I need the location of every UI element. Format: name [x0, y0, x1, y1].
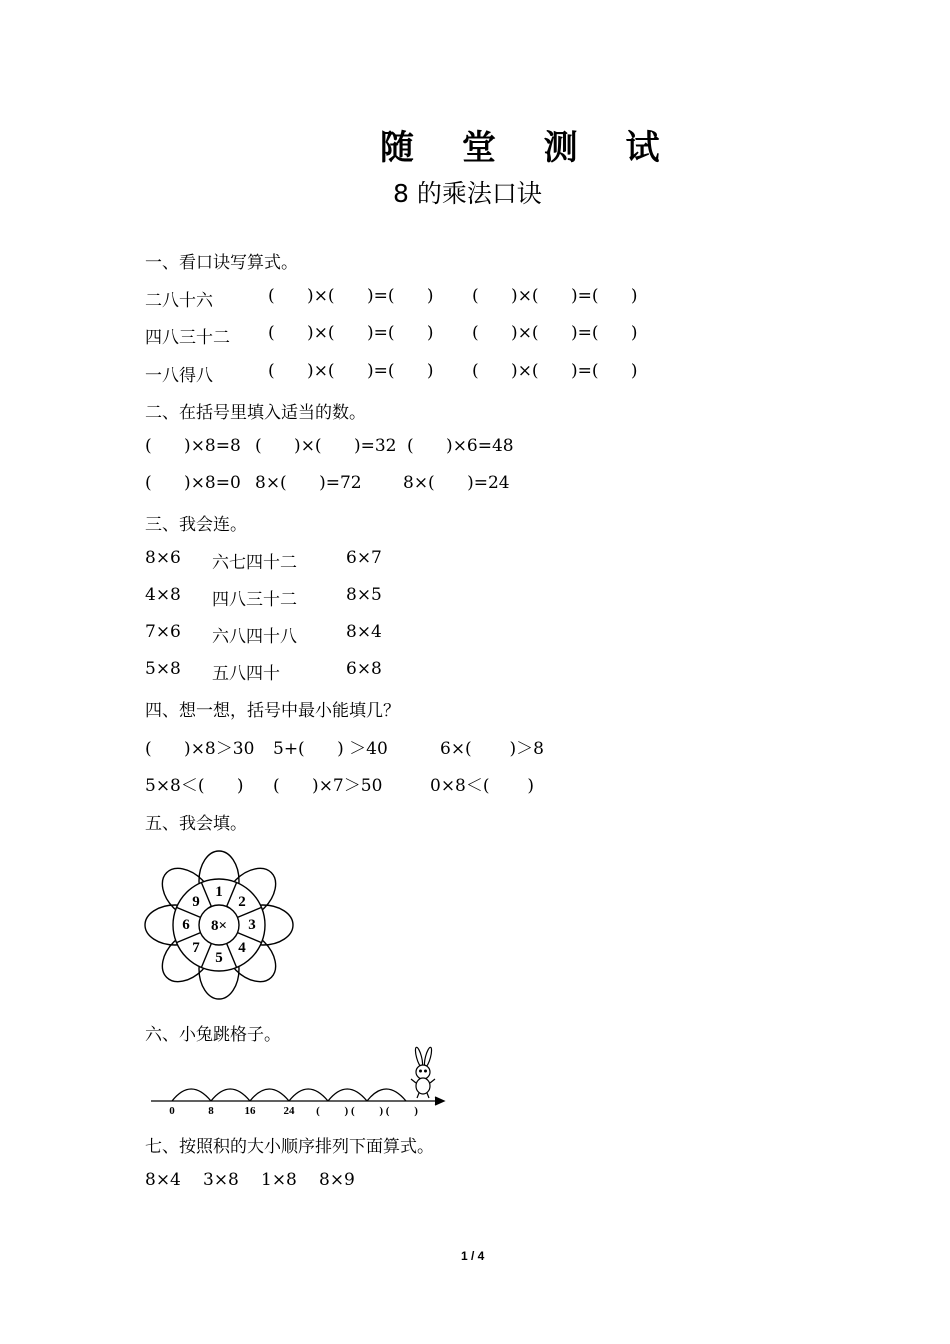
s3-middle-2: 四八三十二 — [212, 590, 297, 610]
page-number: 1 / 4 — [461, 1249, 485, 1263]
s2-row-1-item-2: ( )×( )=32 — [255, 436, 397, 456]
s1-row-3-label: 一八得八 — [145, 366, 213, 386]
page-title: 随 堂 测 试 — [380, 128, 678, 168]
section-2-heading: 二、在括号里填入适当的数。 — [145, 403, 366, 423]
tick-label-0: 0 — [169, 1105, 175, 1117]
s1-row-2-blank-b: ( )×( )=( ) — [472, 323, 638, 343]
s1-row-2-blank-a: ( )×( )=( ) — [268, 323, 434, 343]
s4-row-2-item-3: 0×8＜( ) — [430, 776, 534, 796]
section-7-heading: 七、按照积的大小顺序排列下面算式。 — [145, 1137, 434, 1157]
s1-row-3-blank-b: ( )×( )=( ) — [472, 361, 638, 381]
s7-item-3: 1×8 — [261, 1170, 297, 1190]
tick-blanks: ( ) ( ) ( ) — [316, 1105, 418, 1117]
jump-arc — [289, 1089, 328, 1101]
s3-right-1: 6×7 — [346, 548, 382, 568]
page-subtitle: 8 的乘法口诀 — [393, 179, 542, 208]
s2-row-2-item-3: 8×( )=24 — [403, 473, 510, 493]
s4-row-1-item-2: 5+( ) ＞40 — [273, 739, 388, 759]
s3-right-3: 8×4 — [346, 622, 382, 642]
section-5-heading: 五、我会填。 — [145, 814, 247, 834]
jump-arc — [250, 1089, 289, 1101]
s7-item-1: 8×4 — [145, 1170, 181, 1190]
jump-arc — [211, 1089, 250, 1101]
rabbit-icon — [411, 1047, 435, 1098]
s3-middle-1: 六七四十二 — [212, 553, 297, 573]
section-3-heading: 三、我会连。 — [145, 515, 247, 535]
s1-row-1-blank-b: ( )×( )=( ) — [472, 286, 638, 306]
jump-arc — [367, 1089, 406, 1101]
flower-number-3: 3 — [248, 917, 256, 933]
tick-label-8: 8 — [208, 1105, 214, 1117]
s7-item-4: 8×9 — [319, 1170, 355, 1190]
flower-number-5: 5 — [215, 950, 223, 966]
s4-row-2-item-1: 5×8＜( ) — [145, 776, 244, 796]
s2-row-2-item-2: 8×( )=72 — [255, 473, 362, 493]
s3-middle-3: 六八四十八 — [212, 627, 297, 647]
section-4-heading: 四、想一想，括号中最小能填几？ — [145, 701, 400, 721]
s3-right-4: 6×8 — [346, 659, 382, 679]
s2-row-1-item-1: ( )×8=8 — [145, 436, 241, 456]
tick-label-24: 24 — [283, 1105, 295, 1117]
tick-label-16: 16 — [244, 1105, 256, 1117]
s3-left-3: 7×6 — [145, 622, 181, 642]
s1-row-3-blank-a: ( )×( )=( ) — [268, 361, 434, 381]
s1-row-2-label: 四八三十二 — [145, 328, 230, 348]
s2-row-1-item-3: ( )×6=48 — [407, 436, 514, 456]
s1-row-1-blank-a: ( )×( )=( ) — [268, 286, 434, 306]
s3-middle-4: 五八四十 — [212, 664, 280, 684]
s4-row-2-item-2: ( )×7＞50 — [273, 776, 383, 796]
s3-left-2: 4×8 — [145, 585, 181, 605]
flower-number-4: 4 — [238, 940, 246, 956]
flower-number-6: 6 — [182, 917, 190, 933]
number-line-arrow — [435, 1097, 444, 1105]
s2-row-2-item-1: ( )×8=0 — [145, 473, 241, 493]
section-6-heading: 六、小兔跳格子。 — [145, 1025, 281, 1045]
s4-row-1-item-3: 6×( )＞8 — [440, 739, 544, 759]
jump-arc — [172, 1089, 211, 1101]
s3-right-2: 8×5 — [346, 585, 382, 605]
s7-item-2: 3×8 — [203, 1170, 239, 1190]
flower-number-9: 9 — [192, 894, 200, 910]
flower-center-label: 8× — [210, 918, 228, 934]
s1-row-1-label: 二八十六 — [145, 291, 213, 311]
flower-diagram — [140, 850, 300, 1002]
jump-arc — [328, 1089, 367, 1101]
flower-number-2: 2 — [238, 894, 246, 910]
s3-left-4: 5×8 — [145, 659, 181, 679]
flower-number-1: 1 — [215, 884, 223, 900]
s3-left-1: 8×6 — [145, 548, 181, 568]
number-line-diagram — [145, 1045, 450, 1120]
flower-number-7: 7 — [192, 940, 200, 956]
section-1-heading: 一、看口诀写算式。 — [145, 253, 298, 273]
s4-row-1-item-1: ( )×8＞30 — [145, 739, 255, 759]
